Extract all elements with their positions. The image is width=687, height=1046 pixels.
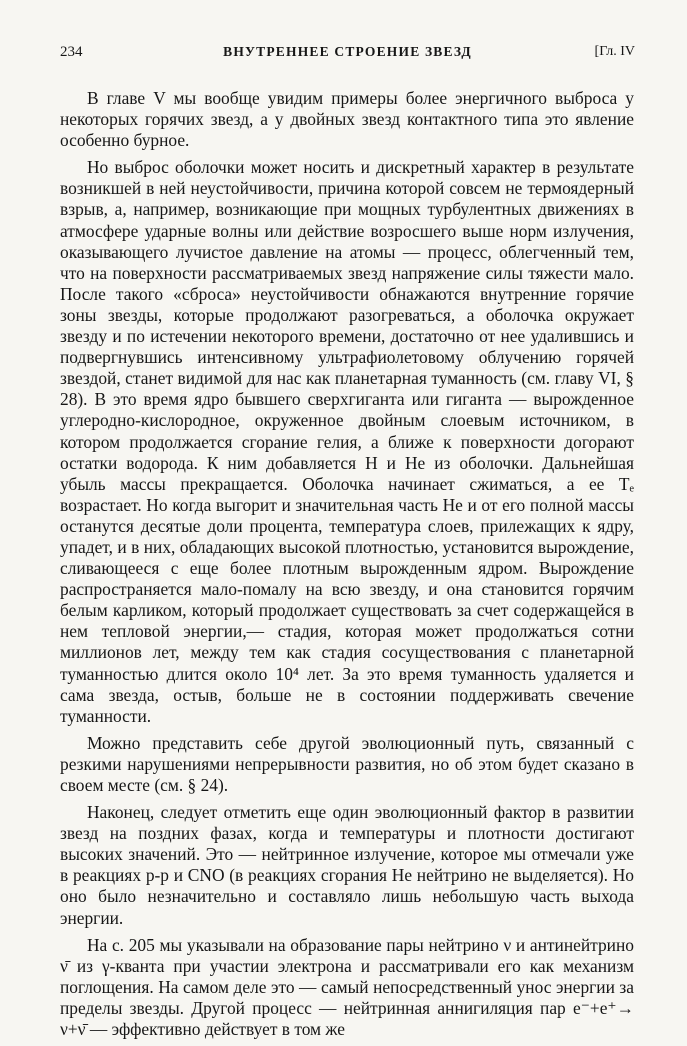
chapter-marker: [Гл. IV	[594, 44, 635, 59]
running-header	[60, 44, 635, 68]
body-text	[60, 88, 634, 1046]
running-title: ВНУТРЕННЕЕ СТРОЕНИЕ ЗВЕЗД	[223, 44, 472, 59]
paragraph-4: Наконец, следует отметить еще один эволюционный фактор в развитии звезд на поздних фазах, когда и температуры и плотности достигают высоких значений. Это — нейтринное излучение, которое мы отмечали уже в реакциях p-p и CNO (в реакциях сгорания He нейтрино не выделяется). Но оно было незначительно и составляло лишь небольшую часть выхода энергии.	[60, 802, 634, 928]
page-number: 234	[60, 44, 83, 60]
paragraph-2: Но выброс оболочки может носить и дискретный характер в результате возникшей в ней неустойчивости, причина которой совсем не термоядерный взрыв, а, например, возникающие при мощных турбулентных движениях в атмосфере ударные волны или действие возросшего выше норм излучения, оказывающего лучистое давление на атомы — процесс, облегченный тем, что на поверхности рассматриваемых звезд напряжение силы тяжести мало. После такого «сброса» неустойчивости обнажаются внутренние горячие зоны звезды, которые продолжают разогреваться, а оболочка окружает звезду и по истечении некоторого времени, достаточно от нее удалившись и подвергнувшись интенсивному ультрафиолетовому облучению горячей звездой, станет видимой для нас как планетарная туманность (см. главу VI, § 28). В это время ядро бывшего сверхгиганта или гиганта — вырожденное углеродно-кислородное, окруженное двойным слоевым источником, в котором продолжается сгорание гелия, а ближе к поверхности догорают остатки водорода. К ним добавляется H и He из оболочки. Дальнейшая убыль массы прекращается. Оболочка начинает сжиматься, а ее Tₑ возрастает. Но когда выгорит и значительная часть He и от его полной массы останутся десятые доли процента, температура слоев, прилежащих к ядру, упадет, и в них, обладающих высокой плотностью, установится вырождение, сливающееся с еще более плотным вырожденным ядром. Вырождение распространяется мало-помалу на всю звезду, и она становится горячим белым карликом, который продолжает существовать за счет содержащейся в нем тепловой энергии,— стадия, которая может продолжаться сотни миллионов лет, между тем как стадия сосуществования с планетарной туманностью длится около 10⁴ лет. За это время туманность удаляется и сама звезда, остыв, больше не в состоянии поддерживать свечение туманности.	[60, 157, 634, 726]
paragraph-3: Можно представить себе другой эволюционный путь, связанный с резкими нарушениями непрерывности развития, но об этом будет сказано в своем месте (см. § 24).	[60, 732, 634, 795]
paragraph-1: В главе V мы вообще увидим примеры более энергичного выброса у некоторых горячих звезд, а у двойных звезд контактного типа это явление особенно бурное.	[60, 88, 634, 151]
paragraph-5: На с. 205 мы указывали на образование пары нейтрино ν и антинейтрино ν̄ из γ-кванта при участии электрона и рассматривали его как механизм поглощения. На самом деле это — самый непосредственный унос энергии за пределы звезды. Другой процесс — нейтринная аннигиляция пар e⁻+e⁺→ ν+ν̄ — эффективно действует в том же	[60, 934, 634, 1040]
